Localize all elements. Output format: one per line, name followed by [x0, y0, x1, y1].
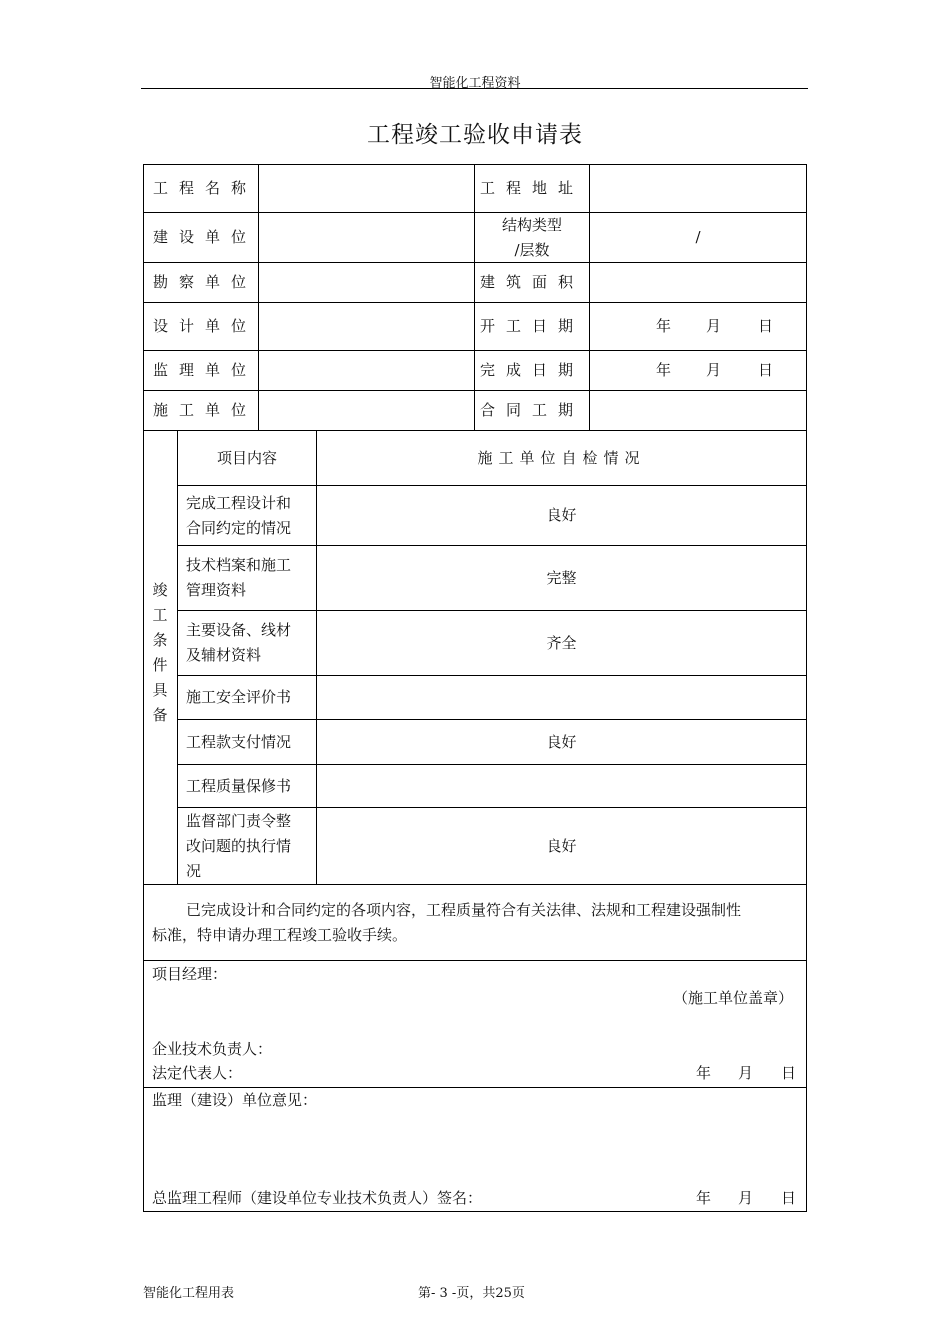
- date-year: 年: [696, 1064, 712, 1082]
- condition-item-line: 管理资料: [186, 581, 247, 599]
- date-month: 月: [738, 1064, 754, 1082]
- condition-item-line: 主要设备、线材: [186, 621, 292, 639]
- condition-item-result: 完整: [546, 568, 577, 587]
- value-completion-date: [590, 351, 806, 390]
- side-char: 条: [152, 631, 168, 649]
- condition-item-label: [178, 676, 324, 719]
- condition-item-result: [317, 765, 806, 807]
- legal-rep-label: 法定代表人：: [152, 1064, 243, 1082]
- condition-item-result: 良好: [546, 732, 577, 751]
- date-day: 日: [781, 1064, 797, 1082]
- label-survey-unit: 勘察单位: [153, 273, 258, 291]
- condition-item-result: 良好: [546, 836, 577, 855]
- condition-item-line: 改问题的执行情: [186, 836, 292, 855]
- value-building-area: [590, 263, 806, 302]
- conditions-side-label: [143, 578, 177, 728]
- statement-line-1: 已完成设计和合同约定的各项内容，工程质量符合有关法律、法规和工程建设强制性: [186, 901, 742, 919]
- label-completion-date: 完成日期: [479, 361, 584, 379]
- value-survey-unit: [259, 263, 474, 302]
- value-project-name: [259, 165, 474, 212]
- form-title: 工程竣工验收申请表: [367, 122, 583, 148]
- date-year: 年: [656, 317, 672, 335]
- label-contract-period: 合同工期: [479, 401, 584, 419]
- value-structure-type: /: [695, 228, 701, 246]
- condition-item-line: 监督部门责令整: [186, 811, 292, 830]
- table-border-right: [806, 164, 807, 1211]
- page-number: 第- 3 -页，共25页: [418, 1286, 525, 1301]
- condition-item-label: [178, 546, 324, 610]
- date-day: 日: [758, 317, 774, 335]
- side-char: 竣: [152, 581, 168, 599]
- condition-item-line: 及辅材资料: [186, 646, 262, 664]
- supervision-opinion-label: 监理（建设）单位意见：: [152, 1091, 318, 1109]
- label-project-address: 工程地址: [479, 179, 584, 197]
- date-month: 月: [738, 1189, 754, 1207]
- label-structure-type: [475, 213, 589, 262]
- condition-item-line: 施工安全评价书: [186, 688, 292, 706]
- side-char: 工: [152, 606, 168, 624]
- label-structure-type-line1: 结构类型: [501, 215, 562, 234]
- label-start-date: 开工日期: [479, 317, 584, 335]
- condition-item-line: 况: [186, 861, 202, 880]
- label-building-area: 建筑面积: [479, 273, 584, 291]
- label-construction-unit: 建设单位: [153, 228, 258, 246]
- label-supervision-unit: 监理单位: [153, 361, 258, 379]
- condition-item-label: [178, 808, 324, 884]
- label-structure-type-line2: /层数: [514, 240, 550, 259]
- condition-item-result: 齐全: [546, 633, 577, 652]
- value-start-date: [590, 303, 806, 350]
- condition-item-label: [178, 765, 324, 807]
- col-header-self-check: 施工单位自检情况: [477, 448, 646, 467]
- table-border-bottom: [143, 1211, 807, 1212]
- footer-left: 智能化工程用表: [143, 1286, 235, 1301]
- date-month: 月: [706, 317, 722, 335]
- condition-item-line: 完成工程设计和: [186, 493, 292, 512]
- header-divider: [141, 88, 808, 89]
- col-header-item: 项目内容: [216, 448, 277, 467]
- side-char: 具: [152, 681, 168, 699]
- row-divider: [143, 884, 807, 885]
- condition-item-label: [178, 611, 324, 675]
- label-design-unit: 设计单位: [153, 317, 258, 335]
- condition-item-line: 技术档案和施工: [186, 556, 292, 574]
- statement-line-2: 标准，特申请办理工程竣工验收手续。: [152, 926, 408, 944]
- date-day: 日: [758, 361, 774, 379]
- page-header: 智能化工程资料: [429, 76, 521, 91]
- value-design-unit: [259, 303, 474, 350]
- condition-item-line: 工程质量保修书: [186, 776, 292, 795]
- value-project-address: [590, 165, 806, 212]
- row-divider: [143, 960, 807, 961]
- condition-item-label: [178, 720, 324, 764]
- value-supervision-unit: [259, 351, 474, 390]
- label-contractor-unit: 施工单位: [153, 401, 258, 419]
- value-contractor-unit: [259, 391, 474, 430]
- condition-item-line: 工程款支付情况: [186, 732, 292, 751]
- condition-item-label: [178, 486, 324, 545]
- project-manager-label: 项目经理：: [152, 965, 228, 983]
- label-project-name: 工程名称: [153, 179, 258, 197]
- side-char: 件: [152, 656, 168, 674]
- date-year: 年: [696, 1189, 712, 1207]
- condition-item-line: 合同约定的情况: [186, 518, 292, 537]
- value-contract-period: [590, 391, 806, 430]
- tech-lead-label: 企业技术负责人：: [152, 1040, 273, 1058]
- date-year: 年: [656, 361, 672, 379]
- value-construction-unit: [259, 213, 474, 262]
- contractor-seal-label: （施工单位盖章）: [673, 989, 794, 1007]
- date-month: 月: [706, 361, 722, 379]
- chief-engineer-signature-label: 总监理工程师（建设单位专业技术负责人）签名：: [152, 1189, 483, 1207]
- condition-item-result: [317, 676, 806, 719]
- side-char: 备: [152, 706, 168, 724]
- condition-item-result: 良好: [546, 506, 577, 524]
- date-day: 日: [781, 1189, 797, 1207]
